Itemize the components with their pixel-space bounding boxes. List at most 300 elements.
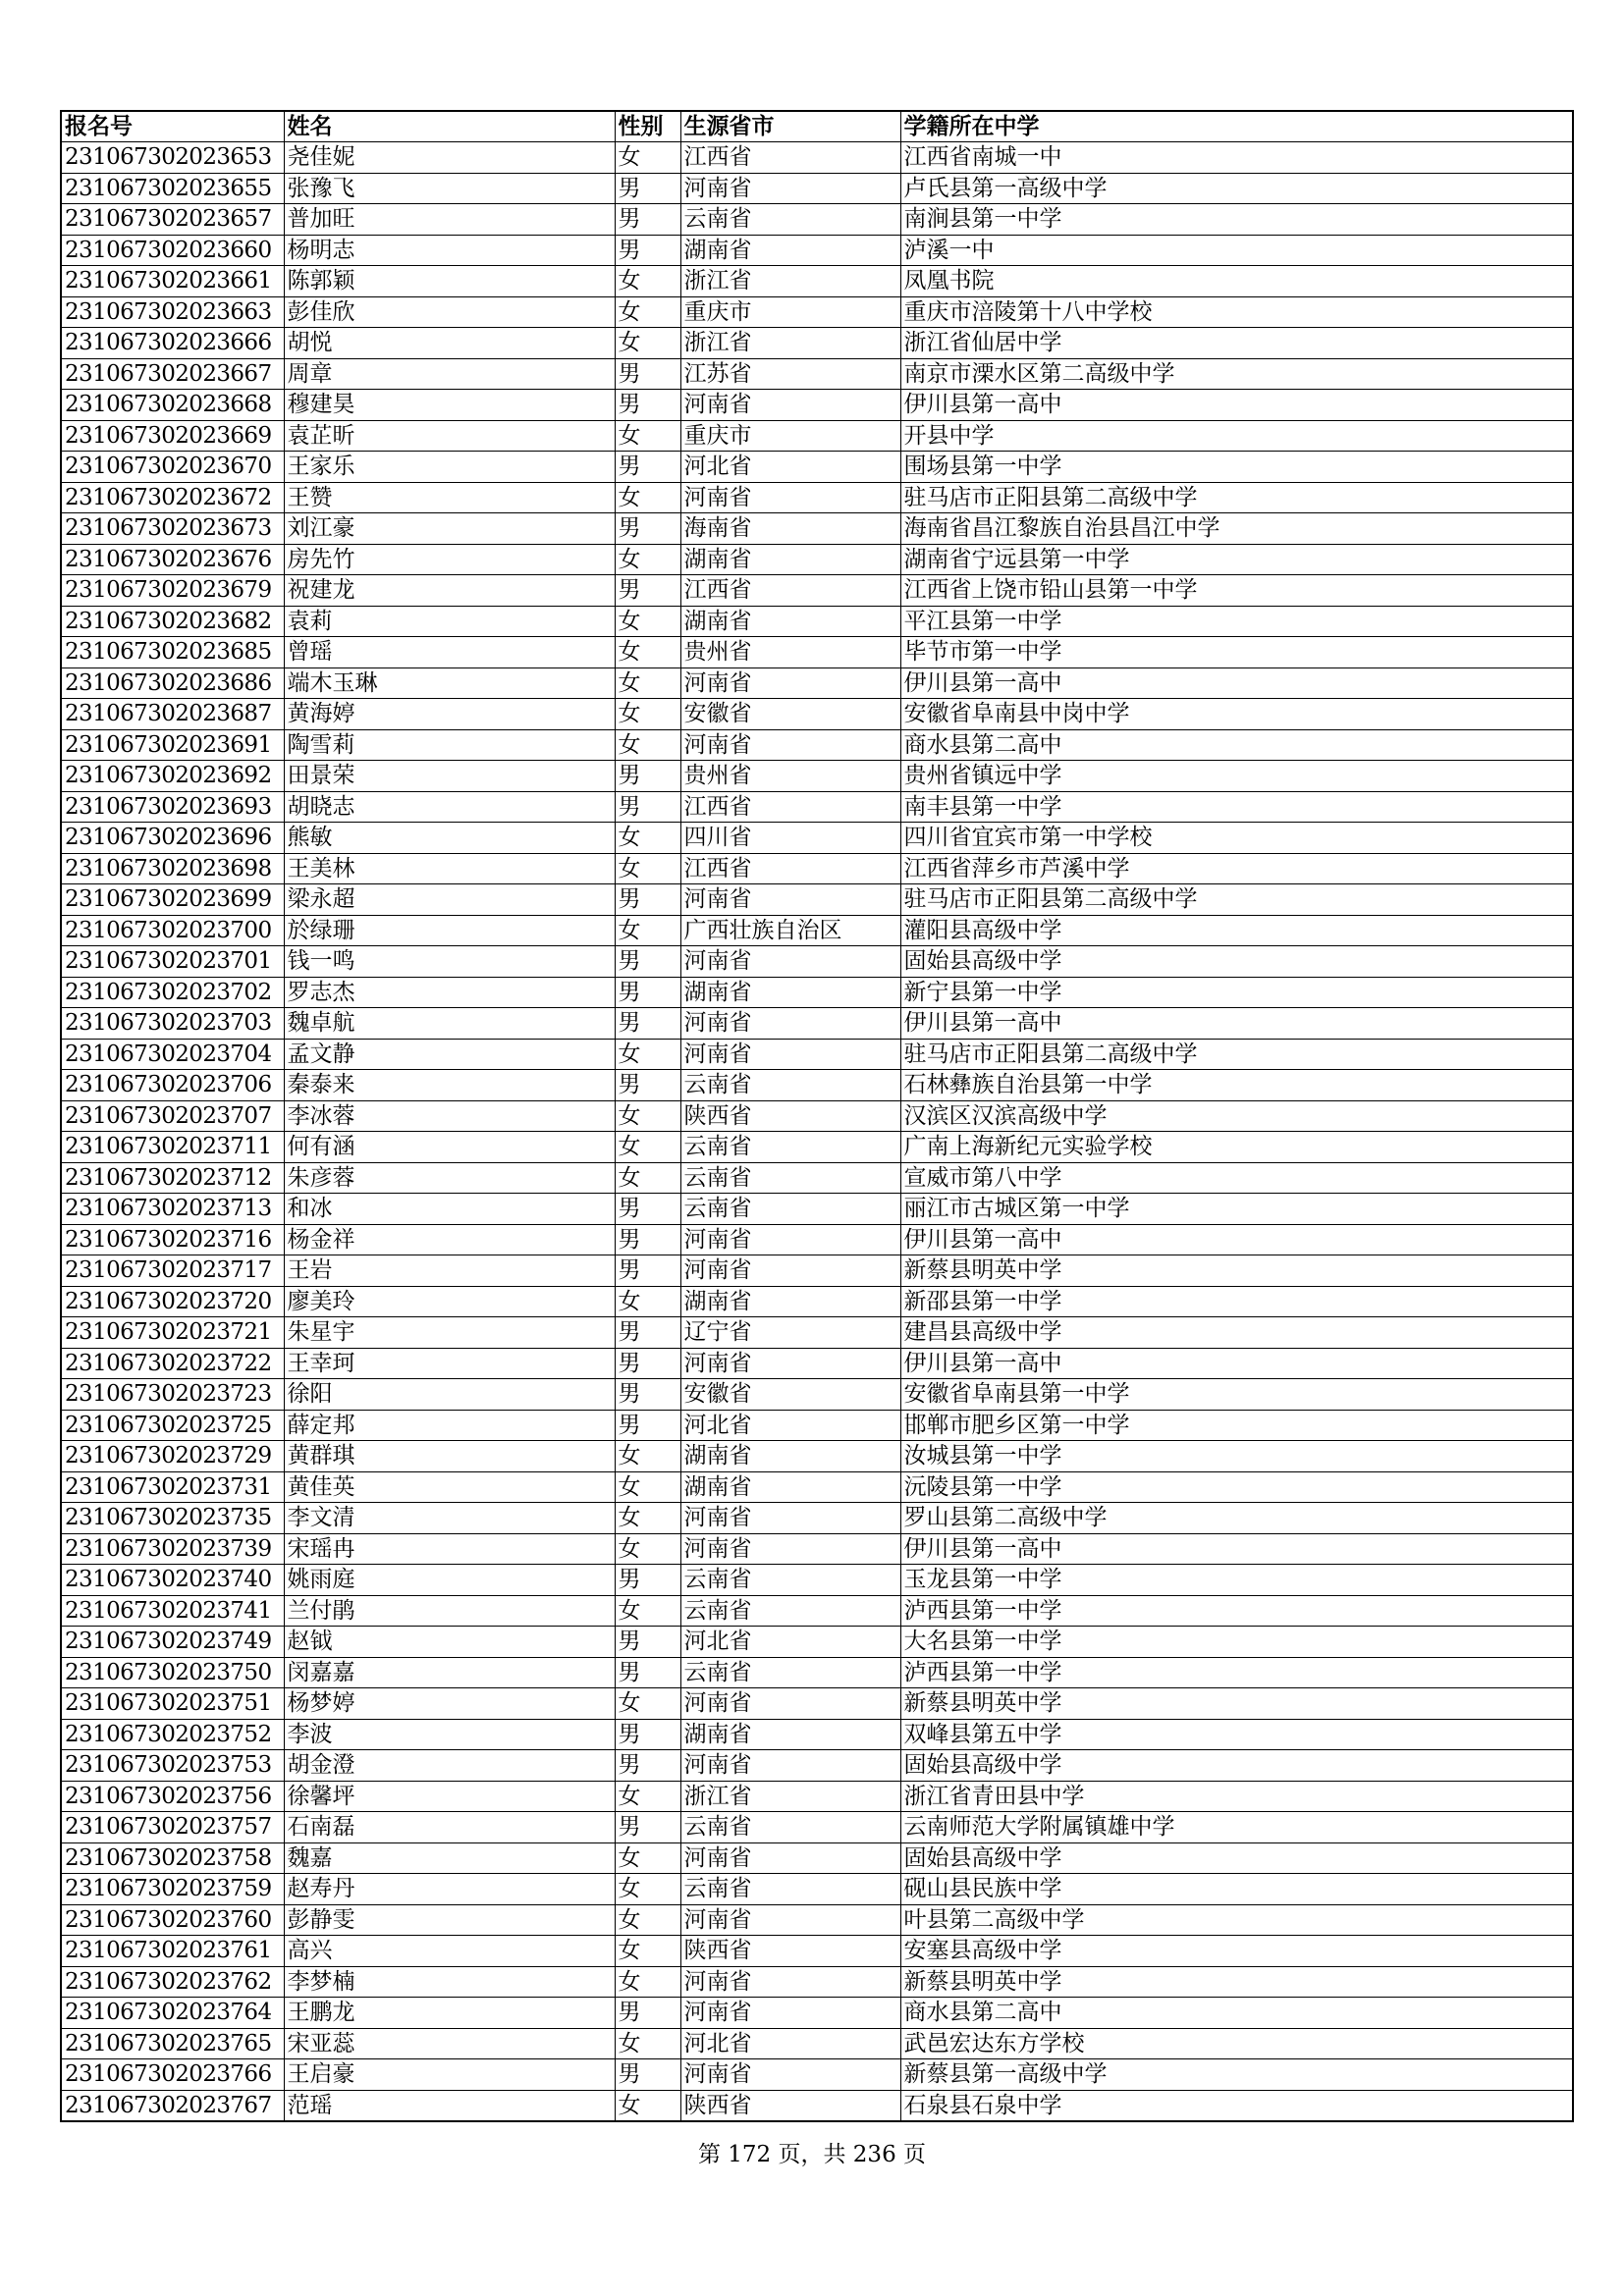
cell-gender: 女 xyxy=(615,2090,680,2121)
table-row xyxy=(61,1565,1573,1596)
cell-name: 胡悦 xyxy=(284,328,615,359)
cell-registration-number: 231067302023661 xyxy=(61,266,284,297)
table-row xyxy=(61,1100,1573,1132)
cell-gender: 女 xyxy=(615,420,680,452)
table-row xyxy=(61,915,1573,946)
cell-gender: 男 xyxy=(615,1410,680,1441)
cell-origin-province: 云南省 xyxy=(680,1812,900,1843)
table-row xyxy=(61,1132,1573,1163)
cell-origin-province: 河南省 xyxy=(680,390,900,421)
cell-school: 驻马店市正阳县第二高级中学 xyxy=(900,1039,1573,1070)
table-row xyxy=(61,1194,1573,1225)
cell-registration-number: 231067302023657 xyxy=(61,204,284,236)
cell-registration-number: 231067302023760 xyxy=(61,1904,284,1936)
cell-origin-province: 河南省 xyxy=(680,1750,900,1782)
cell-origin-province: 重庆市 xyxy=(680,420,900,452)
cell-name: 高兴 xyxy=(284,1936,615,1967)
cell-registration-number: 231067302023700 xyxy=(61,915,284,946)
cell-registration-number: 231067302023691 xyxy=(61,729,284,761)
cell-origin-province: 河北省 xyxy=(680,452,900,483)
cell-registration-number: 231067302023669 xyxy=(61,420,284,452)
table-row xyxy=(61,1657,1573,1688)
cell-registration-number: 231067302023660 xyxy=(61,235,284,266)
table-row xyxy=(61,2059,1573,2091)
cell-origin-province: 云南省 xyxy=(680,204,900,236)
cell-school: 宣威市第八中学 xyxy=(900,1162,1573,1194)
cell-name: 杨明志 xyxy=(284,235,615,266)
cell-name: 端木玉琳 xyxy=(284,667,615,699)
cell-origin-province: 河北省 xyxy=(680,2028,900,2059)
cell-origin-province: 湖南省 xyxy=(680,1286,900,1317)
cell-school: 凤凰书院 xyxy=(900,266,1573,297)
cell-gender: 女 xyxy=(615,1533,680,1565)
cell-origin-province: 河南省 xyxy=(680,2059,900,2091)
cell-school: 围场县第一中学 xyxy=(900,452,1573,483)
cell-registration-number: 231067302023655 xyxy=(61,173,284,204)
cell-school: 浙江省青田县中学 xyxy=(900,1781,1573,1812)
cell-origin-province: 湖南省 xyxy=(680,1471,900,1503)
cell-school: 湖南省宁远县第一中学 xyxy=(900,544,1573,575)
cell-gender: 女 xyxy=(615,1503,680,1534)
cell-gender: 男 xyxy=(615,1657,680,1688)
cell-school: 灌阳县高级中学 xyxy=(900,915,1573,946)
cell-registration-number: 231067302023668 xyxy=(61,390,284,421)
cell-gender: 女 xyxy=(615,296,680,328)
cell-gender: 男 xyxy=(615,2059,680,2091)
cell-name: 刘江豪 xyxy=(284,513,615,545)
cell-name: 薛定邦 xyxy=(284,1410,615,1441)
cell-school: 重庆市涪陵第十八中学校 xyxy=(900,296,1573,328)
cell-registration-number: 231067302023672 xyxy=(61,482,284,513)
cell-gender: 女 xyxy=(615,699,680,730)
cell-school: 新宁县第一中学 xyxy=(900,977,1573,1008)
cell-registration-number: 231067302023740 xyxy=(61,1565,284,1596)
table-row xyxy=(61,1781,1573,1812)
table-row xyxy=(61,1348,1573,1379)
cell-registration-number: 231067302023692 xyxy=(61,761,284,792)
cell-origin-province: 云南省 xyxy=(680,1070,900,1101)
cell-school: 新蔡县第一高级中学 xyxy=(900,2059,1573,2091)
cell-origin-province: 河南省 xyxy=(680,1533,900,1565)
cell-origin-province: 陕西省 xyxy=(680,2090,900,2121)
cell-name: 徐馨坪 xyxy=(284,1781,615,1812)
cell-school: 广南上海新纪元实验学校 xyxy=(900,1132,1573,1163)
cell-gender: 男 xyxy=(615,1008,680,1040)
table-row xyxy=(61,1503,1573,1534)
cell-name: 王岩 xyxy=(284,1255,615,1287)
cell-gender: 女 xyxy=(615,915,680,946)
cell-gender: 女 xyxy=(615,853,680,884)
cell-school: 伊川县第一高中 xyxy=(900,1224,1573,1255)
cell-registration-number: 231067302023764 xyxy=(61,1998,284,2029)
cell-origin-province: 河北省 xyxy=(680,1410,900,1441)
cell-registration-number: 231067302023685 xyxy=(61,637,284,668)
cell-gender: 女 xyxy=(615,729,680,761)
cell-school: 平江县第一中学 xyxy=(900,606,1573,637)
cell-name: 陈郭颖 xyxy=(284,266,615,297)
cell-school: 双峰县第五中学 xyxy=(900,1719,1573,1750)
cell-registration-number: 231067302023693 xyxy=(61,791,284,823)
table-row xyxy=(61,358,1573,390)
cell-registration-number: 231067302023725 xyxy=(61,1410,284,1441)
cell-gender: 女 xyxy=(615,1874,680,1905)
page-number-text: 第 172 页，共 236 页 xyxy=(697,2142,927,2167)
cell-school: 丽江市古城区第一中学 xyxy=(900,1194,1573,1225)
cell-origin-province: 云南省 xyxy=(680,1162,900,1194)
cell-school: 商水县第二高中 xyxy=(900,729,1573,761)
table-row xyxy=(61,266,1573,297)
cell-name: 曾瑶 xyxy=(284,637,615,668)
cell-name: 王鹏龙 xyxy=(284,1998,615,2029)
cell-gender: 女 xyxy=(615,1039,680,1070)
cell-name: 王赞 xyxy=(284,482,615,513)
cell-name: 房先竹 xyxy=(284,544,615,575)
cell-school: 海南省昌江黎族自治县昌江中学 xyxy=(900,513,1573,545)
cell-school: 新蔡县明英中学 xyxy=(900,1255,1573,1287)
cell-gender: 男 xyxy=(615,452,680,483)
cell-registration-number: 231067302023702 xyxy=(61,977,284,1008)
cell-origin-province: 贵州省 xyxy=(680,637,900,668)
cell-gender: 男 xyxy=(615,1070,680,1101)
cell-school: 罗山县第二高级中学 xyxy=(900,1503,1573,1534)
cell-registration-number: 231067302023756 xyxy=(61,1781,284,1812)
cell-gender: 男 xyxy=(615,235,680,266)
cell-origin-province: 湖南省 xyxy=(680,1719,900,1750)
cell-registration-number: 231067302023667 xyxy=(61,358,284,390)
cell-registration-number: 231067302023720 xyxy=(61,1286,284,1317)
cell-name: 杨金祥 xyxy=(284,1224,615,1255)
cell-origin-province: 广西壮族自治区 xyxy=(680,915,900,946)
table-row xyxy=(61,390,1573,421)
cell-school: 泸西县第一中学 xyxy=(900,1595,1573,1627)
cell-registration-number: 231067302023749 xyxy=(61,1627,284,1658)
cell-origin-province: 河南省 xyxy=(680,667,900,699)
cell-name: 袁莉 xyxy=(284,606,615,637)
table-row xyxy=(61,513,1573,545)
cell-registration-number: 231067302023767 xyxy=(61,2090,284,2121)
cell-registration-number: 231067302023735 xyxy=(61,1503,284,1534)
cell-origin-province: 海南省 xyxy=(680,513,900,545)
cell-gender: 女 xyxy=(615,1132,680,1163)
cell-school: 伊川县第一高中 xyxy=(900,1533,1573,1565)
cell-origin-province: 安徽省 xyxy=(680,699,900,730)
cell-registration-number: 231067302023670 xyxy=(61,452,284,483)
cell-origin-province: 江西省 xyxy=(680,142,900,174)
cell-gender: 男 xyxy=(615,946,680,978)
table-row xyxy=(61,853,1573,884)
cell-name: 杨梦婷 xyxy=(284,1688,615,1720)
cell-registration-number: 231067302023698 xyxy=(61,853,284,884)
cell-name: 廖美玲 xyxy=(284,1286,615,1317)
cell-name: 尧佳妮 xyxy=(284,142,615,174)
cell-origin-province: 陕西省 xyxy=(680,1100,900,1132)
cell-school: 新蔡县明英中学 xyxy=(900,1688,1573,1720)
cell-name: 黄群琪 xyxy=(284,1441,615,1472)
cell-gender: 女 xyxy=(615,1688,680,1720)
cell-school: 武邑宏达东方学校 xyxy=(900,2028,1573,2059)
cell-name: 胡晓志 xyxy=(284,791,615,823)
cell-name: 赵寿丹 xyxy=(284,1874,615,1905)
table-row xyxy=(61,142,1573,174)
cell-gender: 男 xyxy=(615,1812,680,1843)
cell-school: 新蔡县明英中学 xyxy=(900,1966,1573,1998)
cell-name: 彭佳欣 xyxy=(284,296,615,328)
cell-origin-province: 河南省 xyxy=(680,1966,900,1998)
cell-origin-province: 江西省 xyxy=(680,575,900,607)
cell-registration-number: 231067302023739 xyxy=(61,1533,284,1565)
cell-school: 汉滨区汉滨高级中学 xyxy=(900,1100,1573,1132)
table-row xyxy=(61,1224,1573,1255)
cell-name: 王家乐 xyxy=(284,452,615,483)
table-row xyxy=(61,1379,1573,1411)
table-row xyxy=(61,1533,1573,1565)
table-row xyxy=(61,204,1573,236)
cell-gender: 男 xyxy=(615,1750,680,1782)
cell-registration-number: 231067302023713 xyxy=(61,1194,284,1225)
cell-school: 固始县高级中学 xyxy=(900,1842,1573,1874)
cell-gender: 男 xyxy=(615,1194,680,1225)
cell-gender: 女 xyxy=(615,637,680,668)
cell-registration-number: 231067302023759 xyxy=(61,1874,284,1905)
cell-school: 江西省萍乡市芦溪中学 xyxy=(900,853,1573,884)
cell-name: 闵嘉嘉 xyxy=(284,1657,615,1688)
table-row xyxy=(61,296,1573,328)
cell-registration-number: 231067302023761 xyxy=(61,1936,284,1967)
table-row xyxy=(61,328,1573,359)
cell-name: 黄佳英 xyxy=(284,1471,615,1503)
cell-origin-province: 河南省 xyxy=(680,1904,900,1936)
cell-name: 穆建昊 xyxy=(284,390,615,421)
cell-registration-number: 231067302023699 xyxy=(61,884,284,916)
cell-origin-province: 江西省 xyxy=(680,791,900,823)
cell-name: 宋亚蕊 xyxy=(284,2028,615,2059)
cell-origin-province: 河南省 xyxy=(680,1255,900,1287)
cell-school: 南丰县第一中学 xyxy=(900,791,1573,823)
cell-origin-province: 湖南省 xyxy=(680,606,900,637)
cell-origin-province: 浙江省 xyxy=(680,266,900,297)
table-row xyxy=(61,544,1573,575)
cell-name: 徐阳 xyxy=(284,1379,615,1411)
cell-origin-province: 陕西省 xyxy=(680,1936,900,1967)
cell-school: 伊川县第一高中 xyxy=(900,1348,1573,1379)
table-row xyxy=(61,823,1573,854)
cell-gender: 男 xyxy=(615,761,680,792)
table-row xyxy=(61,1998,1573,2029)
cell-name: 胡金澄 xyxy=(284,1750,615,1782)
table-row xyxy=(61,1317,1573,1349)
header-name: 姓名 xyxy=(284,111,615,142)
cell-name: 王幸珂 xyxy=(284,1348,615,1379)
cell-origin-province: 安徽省 xyxy=(680,1379,900,1411)
cell-registration-number: 231067302023722 xyxy=(61,1348,284,1379)
cell-registration-number: 231067302023723 xyxy=(61,1379,284,1411)
cell-name: 王启豪 xyxy=(284,2059,615,2091)
cell-gender: 男 xyxy=(615,358,680,390)
table-row xyxy=(61,1162,1573,1194)
cell-registration-number: 231067302023766 xyxy=(61,2059,284,2091)
cell-school: 泸西县第一中学 xyxy=(900,1657,1573,1688)
cell-origin-province: 河南省 xyxy=(680,1688,900,1720)
cell-name: 魏卓航 xyxy=(284,1008,615,1040)
cell-registration-number: 231067302023679 xyxy=(61,575,284,607)
cell-gender: 男 xyxy=(615,1719,680,1750)
cell-school: 驻马店市正阳县第二高级中学 xyxy=(900,884,1573,916)
cell-registration-number: 231067302023663 xyxy=(61,296,284,328)
header-gender: 性别 xyxy=(615,111,680,142)
cell-registration-number: 231067302023712 xyxy=(61,1162,284,1194)
cell-gender: 女 xyxy=(615,266,680,297)
cell-gender: 女 xyxy=(615,1471,680,1503)
header-school: 学籍所在中学 xyxy=(900,111,1573,142)
table-row xyxy=(61,1874,1573,1905)
cell-registration-number: 231067302023758 xyxy=(61,1842,284,1874)
cell-name: 赵钺 xyxy=(284,1627,615,1658)
cell-name: 姚雨庭 xyxy=(284,1565,615,1596)
table-body xyxy=(61,142,1573,2122)
table-row xyxy=(61,235,1573,266)
cell-school: 贵州省镇远中学 xyxy=(900,761,1573,792)
table-row xyxy=(61,1441,1573,1472)
cell-registration-number: 231067302023741 xyxy=(61,1595,284,1627)
cell-gender: 女 xyxy=(615,1842,680,1874)
cell-gender: 男 xyxy=(615,1317,680,1349)
cell-origin-province: 河南省 xyxy=(680,1039,900,1070)
cell-gender: 女 xyxy=(615,1781,680,1812)
table-row xyxy=(61,173,1573,204)
cell-origin-province: 河南省 xyxy=(680,1224,900,1255)
cell-name: 何有涵 xyxy=(284,1132,615,1163)
cell-gender: 女 xyxy=(615,1904,680,1936)
cell-gender: 男 xyxy=(615,1565,680,1596)
cell-origin-province: 湖南省 xyxy=(680,1441,900,1472)
cell-gender: 女 xyxy=(615,606,680,637)
cell-origin-province: 河南省 xyxy=(680,1008,900,1040)
cell-gender: 女 xyxy=(615,1441,680,1472)
cell-name: 於绿珊 xyxy=(284,915,615,946)
table-row xyxy=(61,1008,1573,1040)
table-row xyxy=(61,946,1573,978)
cell-school: 建昌县高级中学 xyxy=(900,1317,1573,1349)
cell-school: 江西省南城一中 xyxy=(900,142,1573,174)
cell-origin-province: 辽宁省 xyxy=(680,1317,900,1349)
table-row xyxy=(61,1471,1573,1503)
cell-school: 开县中学 xyxy=(900,420,1573,452)
cell-gender: 男 xyxy=(615,1224,680,1255)
cell-school: 云南师范大学附属镇雄中学 xyxy=(900,1812,1573,1843)
cell-name: 范瑶 xyxy=(284,2090,615,2121)
cell-name: 石南磊 xyxy=(284,1812,615,1843)
cell-registration-number: 231067302023762 xyxy=(61,1966,284,1998)
cell-school: 伊川县第一高中 xyxy=(900,667,1573,699)
cell-name: 魏嘉 xyxy=(284,1842,615,1874)
table-row xyxy=(61,729,1573,761)
enrollment-table xyxy=(60,110,1574,2122)
cell-name: 黄海婷 xyxy=(284,699,615,730)
cell-school: 伊川县第一高中 xyxy=(900,390,1573,421)
table-row xyxy=(61,420,1573,452)
cell-school: 浙江省仙居中学 xyxy=(900,328,1573,359)
cell-gender: 男 xyxy=(615,977,680,1008)
cell-registration-number: 231067302023696 xyxy=(61,823,284,854)
cell-school: 泸溪一中 xyxy=(900,235,1573,266)
table-row xyxy=(61,977,1573,1008)
cell-name: 李梦楠 xyxy=(284,1966,615,1998)
cell-gender: 女 xyxy=(615,1162,680,1194)
cell-origin-province: 湖南省 xyxy=(680,544,900,575)
cell-registration-number: 231067302023750 xyxy=(61,1657,284,1688)
cell-registration-number: 231067302023686 xyxy=(61,667,284,699)
cell-gender: 男 xyxy=(615,575,680,607)
table-row xyxy=(61,606,1573,637)
cell-school: 商水县第二高中 xyxy=(900,1998,1573,2029)
cell-registration-number: 231067302023704 xyxy=(61,1039,284,1070)
cell-school: 毕节市第一中学 xyxy=(900,637,1573,668)
cell-name: 李波 xyxy=(284,1719,615,1750)
cell-origin-province: 浙江省 xyxy=(680,328,900,359)
table-row xyxy=(61,1842,1573,1874)
cell-school: 沅陵县第一中学 xyxy=(900,1471,1573,1503)
cell-name: 张豫飞 xyxy=(284,173,615,204)
table-row xyxy=(61,1750,1573,1782)
cell-school: 大名县第一中学 xyxy=(900,1627,1573,1658)
table-row xyxy=(61,1627,1573,1658)
cell-origin-province: 河南省 xyxy=(680,946,900,978)
header-registration-number: 报名号 xyxy=(61,111,284,142)
cell-gender: 男 xyxy=(615,884,680,916)
cell-school: 固始县高级中学 xyxy=(900,946,1573,978)
table-row xyxy=(61,1255,1573,1287)
cell-school: 石泉县石泉中学 xyxy=(900,2090,1573,2121)
cell-registration-number: 231067302023701 xyxy=(61,946,284,978)
cell-origin-province: 云南省 xyxy=(680,1565,900,1596)
table-row xyxy=(61,667,1573,699)
cell-school: 汝城县第一中学 xyxy=(900,1441,1573,1472)
cell-origin-province: 河南省 xyxy=(680,884,900,916)
cell-gender: 女 xyxy=(615,328,680,359)
cell-gender: 男 xyxy=(615,1627,680,1658)
cell-name: 兰付鹃 xyxy=(284,1595,615,1627)
table-row xyxy=(61,1812,1573,1843)
cell-school: 卢氏县第一高级中学 xyxy=(900,173,1573,204)
table-row xyxy=(61,1688,1573,1720)
cell-gender: 女 xyxy=(615,482,680,513)
cell-registration-number: 231067302023682 xyxy=(61,606,284,637)
cell-name: 田景荣 xyxy=(284,761,615,792)
table-row xyxy=(61,637,1573,668)
cell-gender: 女 xyxy=(615,1286,680,1317)
cell-name: 和冰 xyxy=(284,1194,615,1225)
cell-origin-province: 湖南省 xyxy=(680,977,900,1008)
cell-origin-province: 四川省 xyxy=(680,823,900,854)
cell-name: 秦泰来 xyxy=(284,1070,615,1101)
cell-registration-number: 231067302023687 xyxy=(61,699,284,730)
cell-name: 彭静雯 xyxy=(284,1904,615,1936)
cell-gender: 女 xyxy=(615,667,680,699)
cell-origin-province: 河南省 xyxy=(680,173,900,204)
table-row xyxy=(61,761,1573,792)
cell-origin-province: 江苏省 xyxy=(680,358,900,390)
page-footer xyxy=(0,2136,1624,2168)
cell-gender: 男 xyxy=(615,1379,680,1411)
cell-origin-province: 河南省 xyxy=(680,1348,900,1379)
cell-school: 驻马店市正阳县第二高级中学 xyxy=(900,482,1573,513)
cell-gender: 男 xyxy=(615,173,680,204)
table-row xyxy=(61,699,1573,730)
cell-registration-number: 231067302023752 xyxy=(61,1719,284,1750)
cell-school: 新邵县第一中学 xyxy=(900,1286,1573,1317)
table-row xyxy=(61,1936,1573,1967)
cell-registration-number: 231067302023721 xyxy=(61,1317,284,1349)
